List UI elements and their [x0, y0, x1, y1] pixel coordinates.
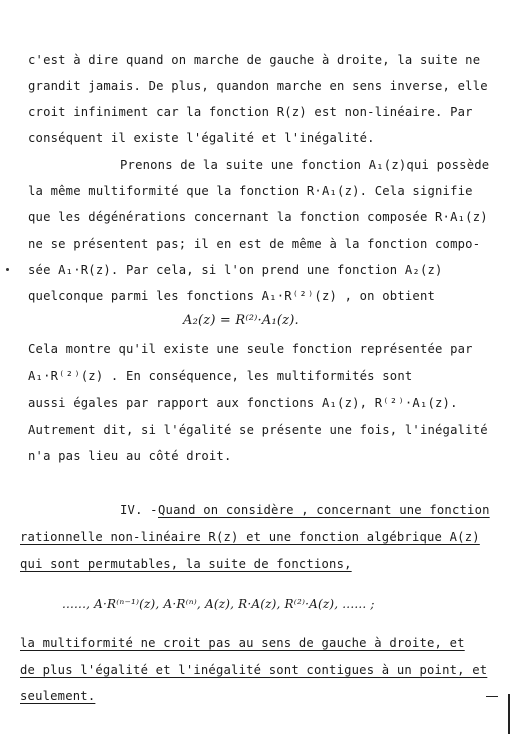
text-line: croit infiniment car la fonction R(z) est non-linéaire. Par: [28, 105, 473, 119]
section-heading-line: qui sont permutables, la suite de fonctions,: [20, 557, 352, 571]
equation: A₂(z) = R⁽²⁾·A₁(z).: [183, 313, 299, 328]
section-number: IV. -: [120, 503, 158, 517]
text-line: c'est à dire quand on marche de gauche à droite, la suite ne: [28, 53, 481, 67]
text-line: seulement.: [20, 689, 96, 703]
margin-mark: [486, 696, 498, 697]
text-line: conséquent il existe l'égalité et l'inégalité.: [28, 131, 375, 145]
text-line: Autrement dit, si l'égalité se présente une fois, l'inégalité: [28, 423, 488, 437]
text-line: grandit jamais. De plus, quandon marche en sens inverse, elle: [28, 79, 488, 93]
text-line: de plus l'égalité et l'inégalité sont contigues à un point, et: [20, 663, 488, 677]
text-line: sée A₁·R(z). Par cela, si l'on prend une fonction A₂(z): [28, 263, 443, 277]
function-sequence: ......, A·R⁽ⁿ⁻¹⁾(z), A·R⁽ⁿ⁾, A(z), R·A(z), R⁽²⁾·A(z), ...... ;: [62, 597, 375, 611]
text-line: la multiformité ne croit pas au sens de gauche à droite, et: [20, 636, 465, 650]
text-line: aussi égales par rapport aux fonctions A₁(z), R⁽²⁾·A₁(z).: [28, 396, 458, 410]
margin-mark: [6, 268, 9, 271]
text-line: Prenons de la suite une fonction A₁(z)qui possède: [120, 158, 490, 172]
text-line: Cela montre qu'il existe une seule fonction représentée par: [28, 342, 473, 356]
text-line: A₁·R⁽²⁾(z) . En conséquence, les multiformités sont: [28, 369, 413, 383]
margin-mark: [508, 694, 510, 734]
text-line: quelconque parmi les fonctions A₁·R⁽²⁾(z) , on obtient: [28, 289, 436, 303]
text-line: la même multiformité que la fonction R·A₁(z). Cela signifie: [28, 184, 473, 198]
text-line: que les dégénérations concernant la fonction composée R·A₁(z): [28, 210, 488, 224]
text-line: n'a pas lieu au côté droit.: [28, 449, 232, 463]
section-heading-line: rationnelle non-linéaire R(z) et une fonction algébrique A(z): [20, 530, 480, 544]
text-line: ne se présentent pas; il en est de même à la fonction compo-: [28, 237, 481, 251]
section-heading-line: Quand on considère , concernant une fonction: [158, 503, 490, 517]
